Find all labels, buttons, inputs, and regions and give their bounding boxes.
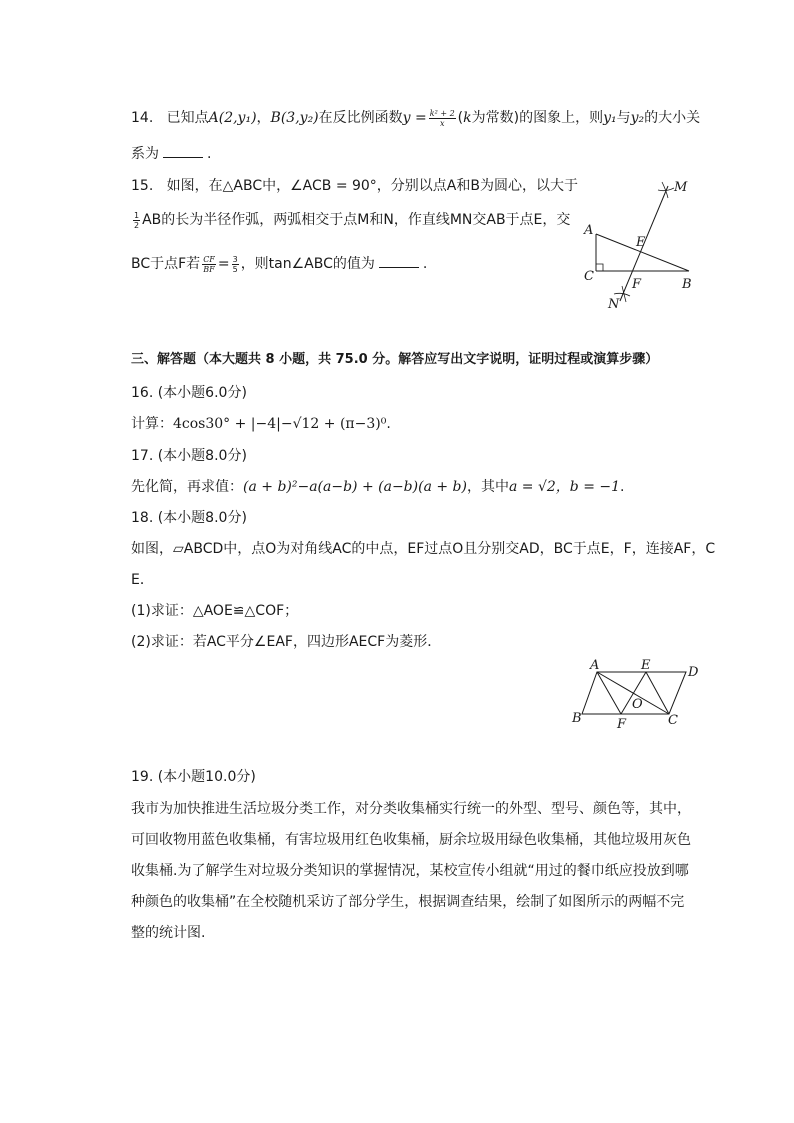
frac-denominator: 2 [134,220,140,230]
frac-denominator: BF [203,264,215,274]
q15-line1 [131,176,578,196]
q17-text: 先化简，再求值： [131,479,243,495]
q14-y1: y₁ [603,110,617,126]
label-e: E [641,658,651,673]
q14-point-b: B(3,y₂) [270,110,319,126]
label-c: C [668,713,678,728]
q15-line2 [131,210,570,230]
label-a: A [590,658,600,673]
q18-line1: 如图，▱ABCD中，点O为对角线AC的中点，EF过点O且分别交AD，BC于点E，F，连接AF，C [131,541,716,557]
frac-numerator: 1 [134,210,140,220]
answer-blank[interactable] [379,255,419,268]
q14-text: 的图象上，则 [519,110,604,126]
q14-point-a: A(2,y₁) [208,110,257,126]
q15-fraction-half [133,211,140,230]
frac-numerator: k² + 2 [429,108,455,118]
q17-expression: (a + b)²−a(a−b) + (a−b)(a + b) [243,479,467,495]
q14-k: k [463,110,472,126]
q14-number: 14. [131,110,154,126]
label-e: E [636,235,646,250]
q19-line: 收集桶.为了解学生对垃圾分类知识的掌握情况，某校宣传小组就“用过的餐巾纸应投放到哪 [131,863,689,879]
label-b: B [572,711,582,726]
q15-text: 如图，在△ABC中，∠ACB = 90°，分别以点A和B为圆心，以大于 [166,178,578,194]
right-angle-mark [596,264,603,271]
q15-fraction-3-5 [232,255,239,274]
q16-header: 16. (本小题6.0分) [131,385,247,401]
q15-line3 [131,254,427,274]
label-c: C [584,269,594,284]
answer-blank[interactable] [163,145,203,158]
q19-header: 19. (本小题10.0分) [131,769,256,785]
q15-triangle-figure [578,176,698,311]
q15-text: BC于点F若 [131,256,201,272]
q15-text: 15. [131,178,154,194]
section-3-title: 三、解答题（本大题共 8 小题，共 75.0 分。解答应写出文字说明，证明过程或演算步骤） [131,352,659,367]
segment-af [597,672,621,714]
q15-period: . [422,256,428,272]
q19-line: 整的统计图. [131,925,206,941]
label-f: F [632,277,642,292]
q19-line: 我市为加快推进生活垃圾分类工作，对分类收集桶实行统一的外型、型号、颜色等，其中， [131,801,691,817]
q14-text: 的大小关 [644,110,701,126]
q17-period: . [620,479,625,495]
q14-paren: ( [457,110,464,126]
q14-text: 为常数) [471,110,520,126]
q14-line1 [131,108,700,128]
q16-period: . [386,416,391,432]
q15-fraction-cf-bf [202,255,216,274]
label-n: N [608,297,620,311]
q14-period: . [207,146,212,162]
frac-numerator: 3 [232,254,238,264]
q14-line2 [131,144,211,164]
q17-values: a = √2，b = −1 [508,479,621,495]
label-d: D [688,665,699,680]
label-a: A [584,223,594,238]
q17-body [131,477,624,497]
q17-text: ，其中 [466,479,509,495]
q18-part2: (2)求证：若AC平分∠EAF，四边形AECF为菱形． [131,634,442,650]
q14-y2: y₂ [630,110,645,126]
label-o: O [632,697,643,712]
q19-line: 可回收物用蓝色收集桶，有害垃圾用红色收集桶，厨余垃圾用绿色收集桶，其他垃圾用灰色 [131,832,691,848]
q19-line: 种颜色的收集桶”在全校随机采访了部分学生，根据调查结果，绘制了如图所示的两幅不完 [131,894,685,910]
q18-part1: (1)求证：△AOE≌△COF； [131,603,299,619]
label-m: M [674,180,688,195]
q14-sep: ， [256,110,271,126]
frac-denominator: 5 [232,264,238,274]
q16-text: 计算： [131,416,173,432]
q15-text: ，则tan∠ABC的值为 [240,256,375,272]
q14-text: 在反比例函数 [318,110,403,126]
label-f: F [617,717,627,732]
q14-text: 已知点 [166,110,209,126]
q14-text: 与 [616,110,631,126]
q18-parallelogram-figure [568,656,703,734]
q16-expression: 4cos30° + |−4|−√12 + (π−3)⁰ [173,416,387,432]
q15-eq: = [217,256,230,272]
q14-eq: y = [402,110,427,126]
q17-header: 17. (本小题8.0分) [131,448,247,464]
q16-body [131,414,391,434]
label-b: B [682,277,692,292]
frac-denominator: x [439,118,445,128]
frac-numerator: CF [203,254,215,264]
q15-text: AB的长为半径作弧，两弧相交于点M和N，作直线MN交AB于点E，交 [142,212,571,228]
q14-fraction [429,109,456,128]
q18-header: 18. (本小题8.0分) [131,510,247,526]
q18-line2: E． [131,572,154,588]
q14-text: 系为 [131,146,159,162]
